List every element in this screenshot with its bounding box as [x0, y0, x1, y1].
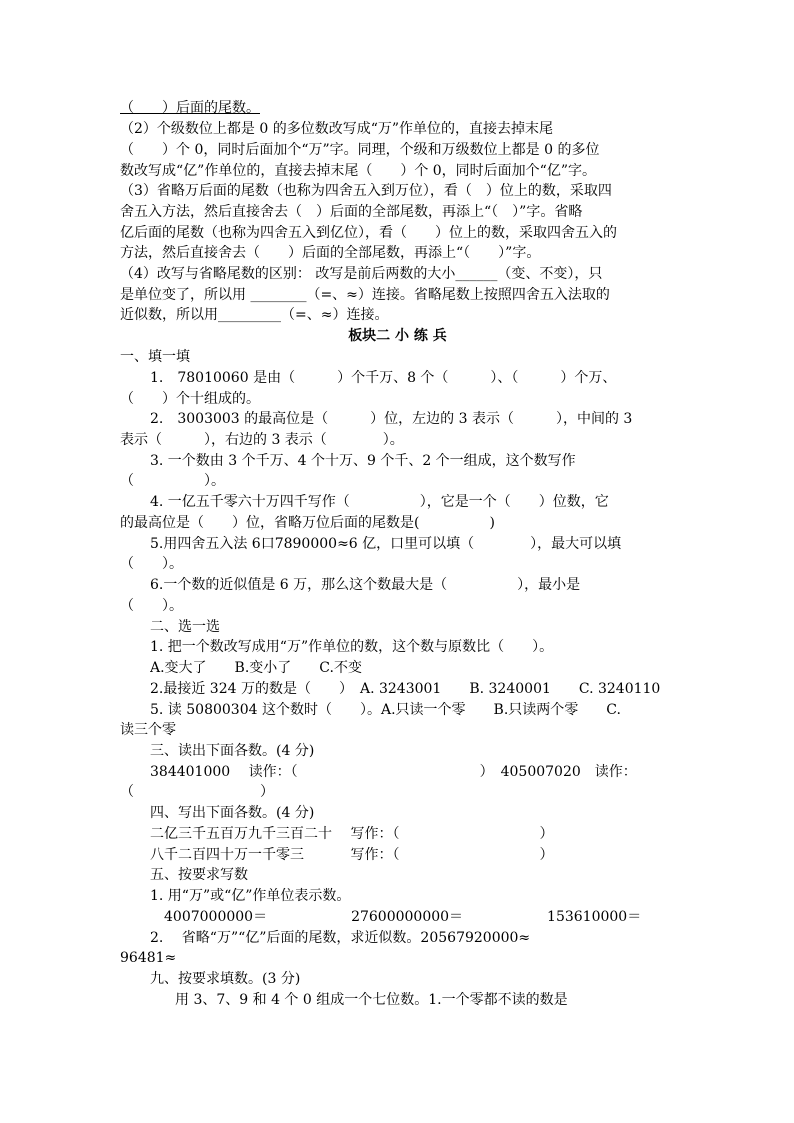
- part5-q1: 1. 用“万”或“亿”作单位表示数。: [150, 888, 351, 904]
- part5-q1-values: 4007000000＝ 27600000000＝ 153610000＝: [150, 909, 642, 925]
- part4-title: 四、写出下面各数。(4 分): [150, 805, 315, 821]
- line-tail-8: （4）改写与省略尾数的区别： 改写是前后两数的大小______（变、不变），只: [120, 266, 603, 282]
- line-tail-5: 舍五入方法，然后直接舍去（ ）后面的全部尾数，再添上“（ ）”字。省略: [120, 204, 583, 220]
- part1-q4-line1: 4. 一亿五千零六十万四千写作（ ），它是一个（ ）位数，它: [150, 494, 609, 510]
- part5-q2-line1: 2. 省略“万”“亿”后面的尾数，求近似数。20567920000≈: [150, 930, 531, 946]
- part1-q2-line1: 2. 3003003 的最高位是（ ）位，左边的 3 表示（ ），中间的 3: [150, 411, 633, 427]
- part4-line2: 八千二百四十万一千零三 写作：（ ）: [150, 847, 554, 863]
- line-tail-0: （ ）后面的尾数。: [120, 100, 260, 116]
- line-tail-3: 数改写成“亿”作单位的，直接去掉末尾（ ）个 0，同时后面加个“亿”字。: [120, 163, 596, 179]
- part1-q5-line2: （ ）。: [120, 556, 183, 572]
- part4-line1: 二亿三千五百万九千三百二十 写作：（ ）: [150, 826, 554, 842]
- part9-line1: 用 3、7、9 和 4 个 0 组成一个七位数。1.一个零都不读的数是: [175, 992, 568, 1008]
- part1-q6-line1: 6.一个数的近似值是 6 万，那么这个数最大是（ ），最小是: [150, 577, 581, 593]
- part1-q1-line1: 1. 78010060 是由（ ）个千万、8 个（ ）、（ ）个万、: [150, 370, 617, 386]
- line-tail-1: （2）个级数位上都是 0 的多位数改写成“万”作单位的，直接去掉末尾: [120, 121, 554, 137]
- section-title: 板块二 小 练 兵: [348, 328, 447, 344]
- part1-q3-line2: （ ）。: [120, 473, 225, 489]
- part5-q2-line2: 96481≈: [120, 950, 177, 966]
- line-tail-6: 亿后面的尾数（也称为四舍五入到亿位），看（ ）位上的数，采取四舍五入的: [120, 225, 617, 241]
- part2-q5-line2: 读三个零: [120, 722, 176, 738]
- part3-title: 三、读出下面各数。(4 分): [150, 743, 315, 759]
- part3-line2: （ ）: [120, 784, 274, 800]
- part1-q5-line1: 5.用四舍五入法 6口7890000≈6 亿，口里可以填（ ），最大可以填: [150, 536, 622, 552]
- part2-q5-line1: 5. 读 50800304 这个数时（ ）。A.只读一个零 B.只读两个零 C.: [150, 702, 621, 718]
- part2-q1-options: A.变大了 B.变小了 C.不变: [150, 660, 362, 676]
- part2-q1: 1. 把一个数改写成用“万”作单位的数，这个数与原数比（ ）。: [150, 639, 554, 655]
- line-tail-10: 近似数，所以用_________（=、≈）连接。: [120, 307, 389, 323]
- part5-title: 五、按要求写数: [150, 867, 248, 883]
- part2-q2: 2.最接近 324 万的数是（ ） A. 3243001 B. 3240001 C. 3240110: [150, 681, 661, 697]
- line-tail-4: （3）省略万后面的尾数（也称为四舍五入到万位），看（ ）位上的数，采取四: [120, 183, 612, 199]
- part2-title: 二、选一选: [150, 619, 220, 635]
- part1-q6-line2: （ ）。: [120, 598, 183, 614]
- line-tail-7: 方法，然后直接舍去（ ）后面的全部尾数，再添上“（ ）”字。: [120, 245, 541, 261]
- part1-q4-line2: 的最高位是（ ）位，省略万位后面的尾数是( ): [120, 515, 495, 531]
- line-tail-2: （ ）个 0，同时后面加个“万”字。同理，个级和万级数位上都是 0 的多位: [120, 142, 600, 158]
- part1-title: 一、填一填: [120, 349, 190, 365]
- part1-q1-line2: （ ）个十组成的。: [120, 391, 260, 407]
- part1-q2-line2: 表示（ ），右边的 3 表示（ ）。: [120, 432, 404, 448]
- part3-line1: 384401000 读作：（ ） 405007020 读作：: [150, 764, 637, 780]
- part9-title: 九、按要求填数。(3 分): [150, 971, 301, 987]
- line-tail-9: 是单位变了，所以用 ________（=、≈）连接。省略尾数上按照四舍五入法取的: [120, 287, 610, 303]
- part1-q3-line1: 3. 一个数由 3 个千万、4 个十万、9 个千、2 个一组成，这个数写作: [150, 453, 576, 469]
